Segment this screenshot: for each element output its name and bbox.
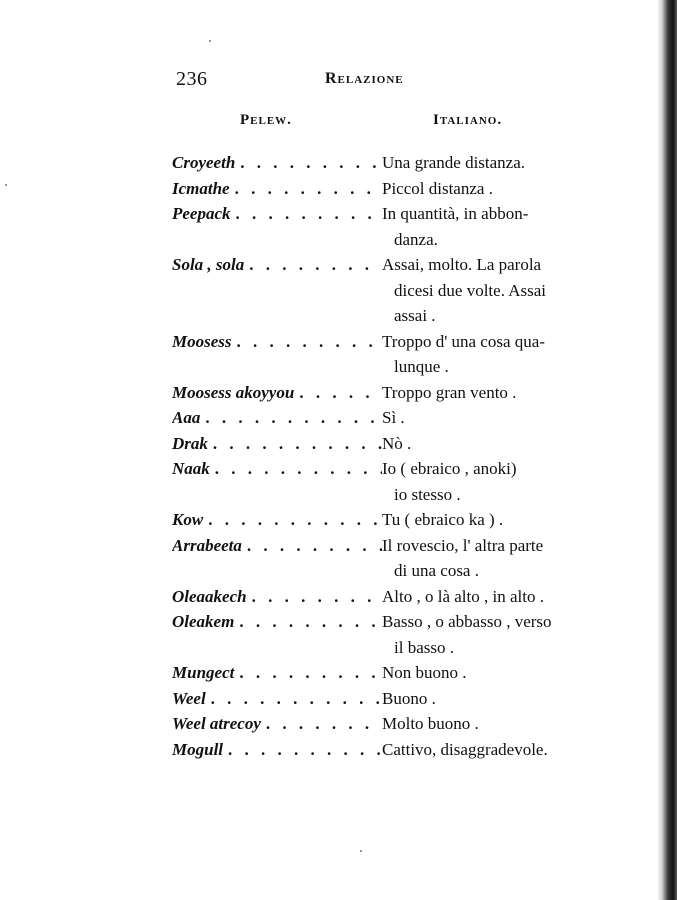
entry-term: Mogull [172,739,224,759]
entry-meaning-line: dicesi due volte. Assai [394,280,547,300]
vocabulary-entry [172,660,592,686]
entry-term-cell [172,176,382,202]
entry-term-cell [172,456,382,482]
entry-term: Mungect [172,663,235,682]
entry-meaning [382,405,592,431]
dot-leader [231,201,382,227]
entry-term: Peepack [172,204,231,223]
dot-leader [261,711,382,737]
vocabulary-entry [172,201,592,252]
dot-leader [232,329,382,355]
entry-meaning-line: Troppo gran vento . [382,382,517,402]
entry-term-cell [172,660,382,686]
entry-term: Arrabeeta [172,535,242,555]
entry-meaning [382,456,592,507]
entry-term: Oleaakech [172,586,247,606]
entry-term: Aaa [172,408,201,427]
dot-leader [244,252,382,278]
entry-term: Kow [172,510,204,529]
entry-term: Weel atrecoy [172,714,261,733]
vocabulary-entry [172,431,592,457]
entry-meaning [382,533,592,584]
dot-leader [210,456,382,482]
entry-meaning-line: Non buono . [382,663,467,682]
entry-meaning [382,150,592,176]
entry-meaning [382,584,592,610]
entry-meaning-line: il basso . [394,637,454,657]
vocabulary-entry [172,456,592,507]
vocabulary-entry [172,507,592,533]
entry-meaning-line: Una grande distanza. [382,153,526,172]
entry-term: Sola , sola [172,255,245,274]
entry-term-cell [172,201,382,227]
page-edge-shadow [657,0,677,900]
entry-meaning-line: Troppo d' una cosa qua- [382,331,545,351]
column-heading-pelew: Pelew. [240,112,292,128]
entry-meaning [382,737,592,763]
entry-meaning-line: Nò . [382,433,412,453]
entry-meaning-line: Il rovescio, l' altra parte [382,535,544,555]
entry-meaning [382,660,592,686]
dot-leader [200,405,382,431]
dot-leader [208,431,382,457]
entry-term-cell [172,431,382,457]
entry-term-cell [172,711,382,737]
vocabulary-entry [172,686,592,712]
vocabulary-entry [172,405,592,431]
page-number: 236 [176,68,208,90]
entry-meaning-line: danza. [394,229,438,249]
vocabulary-entry [172,609,592,660]
entry-meaning-line: Assai, molto. La parola [382,255,542,274]
entry-meaning-line: lunque . [394,357,449,376]
entry-meaning-line: Sì . [382,408,405,427]
vocabulary-entry [172,584,592,610]
dot-leader [234,660,382,686]
dot-leader [223,737,382,763]
entry-meaning [382,609,592,660]
entry-meaning [382,431,592,457]
column-heading-italiano: Italiano. [433,112,503,128]
vocabulary-list [172,150,592,762]
dot-leader [242,533,382,559]
dot-leader [234,609,382,635]
dot-leader [294,380,382,406]
vocabulary-entry [172,176,592,202]
running-title: Relazione [325,70,404,87]
entry-term: Icmathe [172,178,230,198]
entry-meaning [382,380,592,406]
entry-meaning-line: Molto buono . [382,714,479,733]
entry-meaning [382,711,592,737]
entry-term: Moosess [172,331,232,351]
entry-meaning-line: In quantità, in abbon- [382,204,529,223]
vocabulary-entry [172,533,592,584]
paper-speck [360,850,362,852]
entry-term-cell [172,737,382,763]
dot-leader [247,584,382,610]
entry-term-cell [172,380,382,406]
paper-speck [209,40,211,42]
entry-term: Naak [172,459,210,478]
vocabulary-entry [172,737,592,763]
dot-leader [235,150,382,176]
paper-speck [5,184,7,186]
dot-leader [230,176,382,202]
entry-term-cell [172,686,382,712]
entry-term: Weel [172,688,206,708]
entry-term-cell [172,609,382,635]
entry-meaning [382,201,592,252]
entry-meaning-line: assai . [394,306,436,325]
vocabulary-entry [172,380,592,406]
vocabulary-entry [172,329,592,380]
entry-term-cell [172,584,382,610]
entry-term: Moosess akoyyou [172,382,295,402]
entry-meaning-line: Piccol distanza . [382,178,493,198]
entry-meaning [382,686,592,712]
vocabulary-entry [172,711,592,737]
entry-term-cell [172,533,382,559]
entry-meaning [382,252,592,329]
entry-meaning-line: Io ( ebraico , anoki) [382,459,517,478]
dot-leader [206,686,382,712]
entry-term: Oleakem [172,612,235,631]
entry-term-cell [172,329,382,355]
entry-meaning-line: Cattivo, disaggradevole. [382,739,548,759]
dot-leader [203,507,382,533]
entry-term-cell [172,150,382,176]
entry-term-cell [172,405,382,431]
entry-meaning-line: Basso , o abbasso , verso [382,612,552,631]
vocabulary-entry [172,252,592,329]
entry-term: Drak [172,433,208,453]
entry-term-cell [172,507,382,533]
entry-meaning-line: io stesso . [394,484,461,504]
entry-meaning-line: di una cosa . [394,561,479,580]
entry-meaning [382,329,592,380]
entry-meaning-line: Tu ( ebraico ka ) . [382,510,504,529]
vocabulary-entry [172,150,592,176]
entry-term: Croyeeth [172,153,236,172]
entry-meaning-line: Alto , o là alto , in alto . [382,586,544,606]
entry-meaning [382,507,592,533]
entry-term-cell [172,252,382,278]
entry-meaning-line: Buono . [382,688,436,708]
entry-meaning [382,176,592,202]
